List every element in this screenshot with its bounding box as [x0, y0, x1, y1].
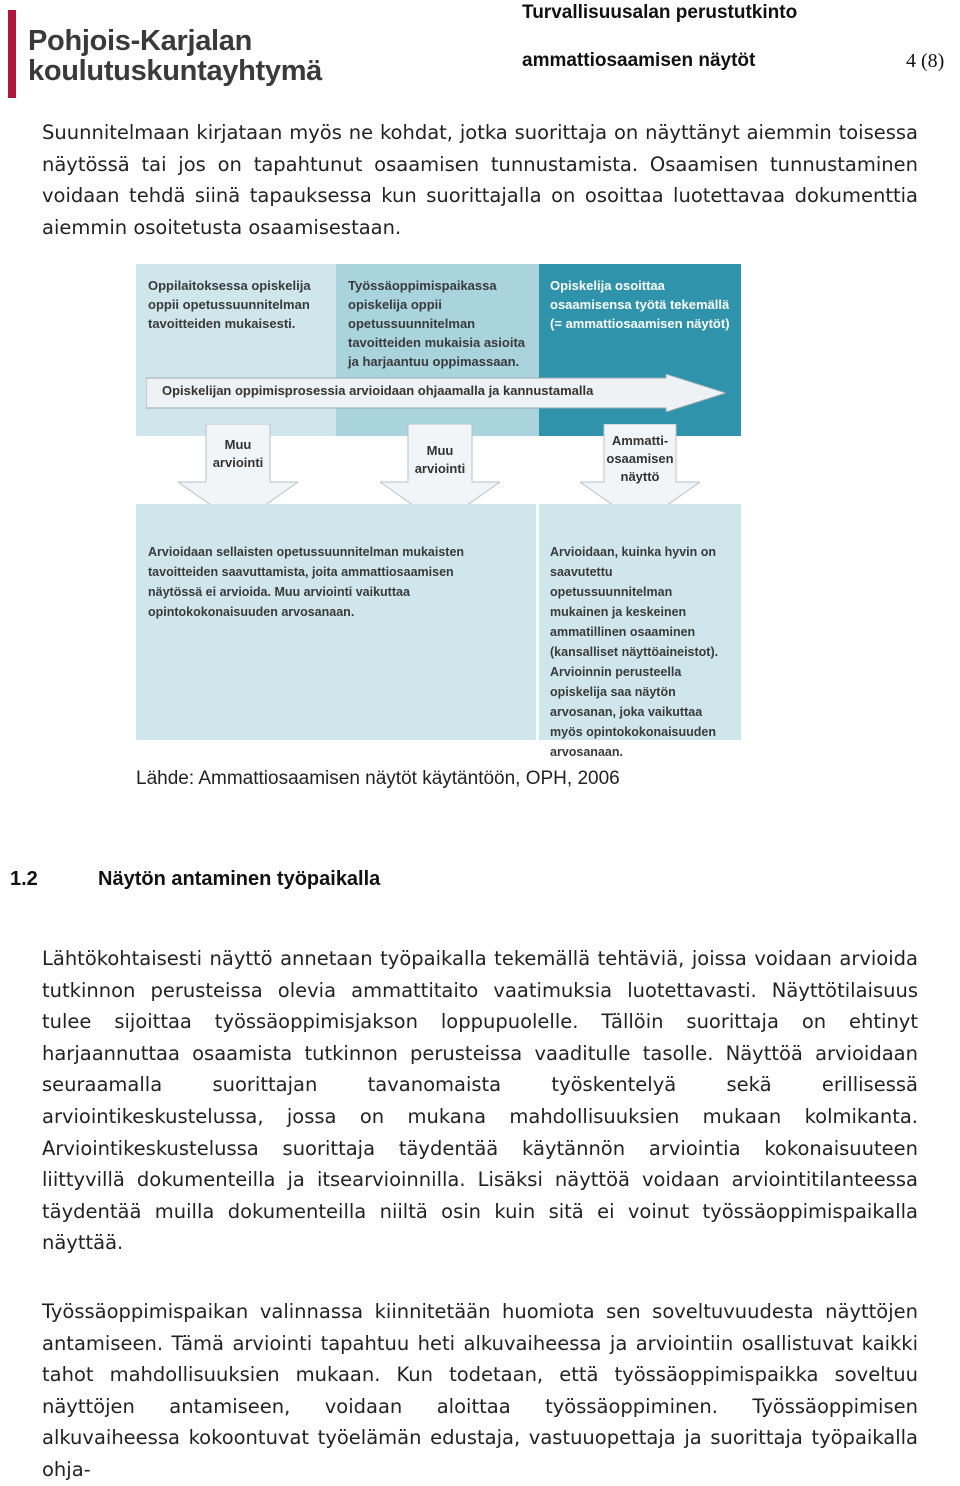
logo-line1: Pohjois-Karjalan — [28, 25, 253, 57]
intro-paragraph: Suunnitelmaan kirjataan myös ne kohdat, jotka suorittaja on näyttänyt aiemmin toisessa näytössä tai jos on tapahtunut osaamisen tunnustamista. Osaamisen tunnustaminen voidaan tehdä siinä tapauksessa kun suorittajalla on osoittaa luotettavaa dokumenttia aiemmin osoitetusta osaamisestaan. — [42, 121, 918, 239]
logo-line2: koulutuskuntayhtymä — [28, 55, 323, 87]
column-demonstration-text: Opiskelija osoittaa osaamisensa työtä tekemällä (= ammattiosaamisen näytöt) — [550, 278, 730, 331]
figure-caption: Lähde: Ammattiosaamisen näytöt käytäntöön, OPH, 2006 — [136, 768, 620, 789]
bottom-left-text: Arvioidaan sellaisten opetussuunnitelman mukaisten tavoitteiden saavuttamista, joita ammattiosaamisen näytössä ei arvioida. Muu arviointi vaikuttaa opintokokonaisuuden arvosanaan. — [148, 545, 465, 619]
header-subtitle: ammattiosaamisen näytöt — [522, 50, 756, 71]
body-paragraph-1: Lähtökohtaisesti näyttö annetaan työpaikalla tekemällä tehtäviä, joissa voidaan arvioida tutkinnon perusteissa olevia ammattitaito vaatimuksia luotettavasti. Näyttötilaisuus tulee sijoittaa työssäoppimisjakson loppupuolelle. Tällöin suorittaja on ehtinyt harjaannuttaa osaamista tutkinnon perusteissa vaaditulle tasolle. Näyttöä arvioidaan seuraamalla suorittajan tavanomaista työskentelyä sekä erillisessä arviointikeskustelussa, jossa on mukana mahdollisuuksien mukaan kolmikanta. Arviointikeskustelussa suorittaja täydentää käytännön arviointia kokonaisuuteen liittyvillä dokumenteilla ja itsearvioinnilla. Lisäksi näyttöä voidaan arviointitilanteessa täydentää muilla dokumenteilla niiltä osin kuin sitä ei voinut työssäoppimispaikalla näyttää. — [42, 947, 918, 1255]
down-arrow-2-label: Muu arviointi — [414, 443, 466, 476]
logo — [28, 26, 322, 86]
bottom-left-bg — [136, 504, 536, 740]
down-arrow-3-label: Ammatti-osaamisen näyttö — [606, 433, 674, 484]
process-diagram — [136, 264, 741, 759]
column-school-text: Oppilaitoksessa opiskelija oppii opetussuunnitelman tavoitteiden mukaisesti. — [148, 278, 311, 331]
logo-bar — [8, 10, 16, 98]
header-title: Turvallisuusalan perustutkinto — [522, 2, 798, 23]
page-number: 4 (8) — [906, 50, 945, 72]
process-arrow-text: Opiskelijan oppimisprosessia arvioidaan ohjaamalla ja kannustamalla — [162, 383, 594, 398]
body-paragraph-2: Työssäoppimispaikan valinnassa kiinnitetään huomiota sen soveltuvuudesta näyttöjen antamiseen. Tämä arviointi tapahtuu heti alkuvaiheessa ja arviointiin osallistuvat kaikki tahot mahdollisuuksien mukaan. Kun todetaan, että työssäoppimispaikka soveltuu näyttöjen antamiseen, voidaan aloittaa työssäoppiminen. Työssäoppimisen alkuvaiheessa kokoontuvat työelämän edustaja, vastuuopettaja ja suorittaja työpaikalla ohja- — [42, 1300, 918, 1481]
column-workplace-text: Työssäoppimispaikassa opiskelija oppii opetussuunnitelman tavoitteiden mukaisia asioita ja harjaantuu oppimassaan. — [348, 278, 526, 369]
section-number: 1.2 — [10, 868, 38, 890]
bottom-right-text: Arvioidaan, kuinka hyvin on saavutettu opetussuunnitelman mukainen ja keskeinen ammatillinen osaaminen (kansalliset näyttöaineistot). Arvioinnin perusteella opiskelija saa näytön arvosanan, joka vaikuttaa myös opintokokonaisuuden arvosanaan. — [550, 545, 719, 759]
down-arrow-1-label: Muu arviointi — [212, 437, 264, 470]
section-title: Näytön antaminen työpaikalla — [98, 868, 381, 890]
